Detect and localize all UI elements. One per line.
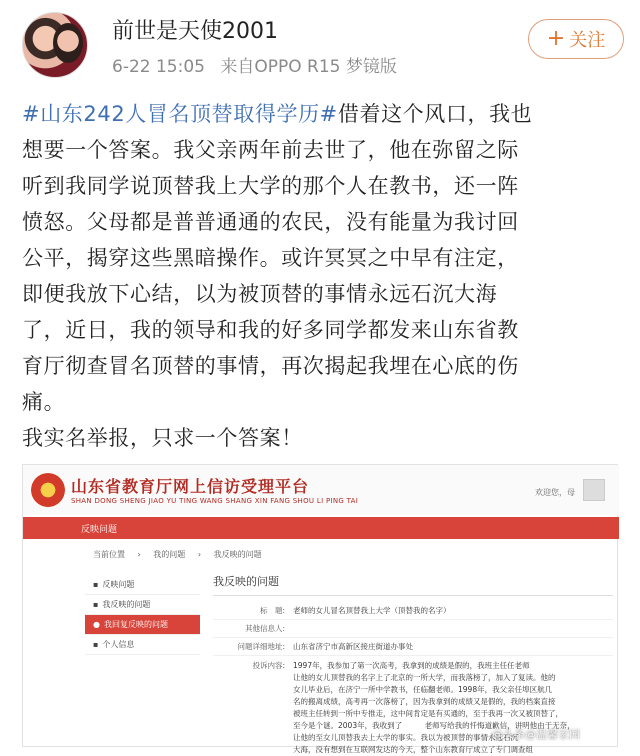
content-line: 名的搬离成绩，高考再一次落榜了，因为我拿到的成绩又是假的，我的档案直接 xyxy=(293,697,556,706)
post-line: 听到我同学说顶替我上大学的那个人在教书，还一阵 xyxy=(22,174,519,198)
sidebar-item-label: 个人信息 xyxy=(102,640,135,649)
post-line: 公平，揭穿这些黑暗操作。或许冥冥之中早有注定， xyxy=(22,246,519,270)
post-header xyxy=(0,0,640,88)
field-label: 标 题: xyxy=(259,606,285,615)
site-sidebar xyxy=(85,575,200,655)
post-line: 愤怒。父母都是普普通通的农民，没有能量为我讨回 xyxy=(22,210,519,234)
nav-report-problem: 反映问题 xyxy=(81,525,118,535)
content-line: 大海，没有想到在互联网发达的今天，整个山东教育厅成立了专门调查组 xyxy=(293,745,533,754)
user-icon: ▪ xyxy=(93,640,99,649)
breadcrumb-item: 我的问题 xyxy=(153,550,186,559)
field-label: 其他信息人: xyxy=(244,624,285,633)
field-label: 问题详细地址: xyxy=(237,642,285,651)
form-row-location xyxy=(213,638,613,656)
sidebar-item-replies xyxy=(85,615,200,635)
post-text xyxy=(22,96,622,456)
field-label: 投诉内容: xyxy=(252,661,285,670)
sidebar-item-my-problems xyxy=(85,595,200,615)
post-line: 了，近日，我的领导和我的好多同学都发来山东省教 xyxy=(22,318,519,342)
content-line: 至今是个谜。2003年，我收到了 老师写给我的忏悔道歉信，讲明他由于无奈， xyxy=(293,721,575,730)
site-title: 山东省教育厅网上信访受理平台 xyxy=(71,477,310,496)
content-line: 被班主任转到一所中专推走，这中间肯定是有买通的，至于我再一次又被顶替了， xyxy=(293,709,563,718)
sidebar-item-label: 我回复反映的问题 xyxy=(103,620,168,629)
follow-label: 关注 xyxy=(569,30,606,51)
site-header xyxy=(23,465,619,515)
breadcrumb-sep: › xyxy=(137,550,141,559)
hashtag-link[interactable]: #山东242人冒名顶替取得学历# xyxy=(22,102,338,126)
content-line: 1997年，我参加了第一次高考，我拿到的成绩是假的，我班主任任老师 xyxy=(293,661,530,670)
national-emblem-icon xyxy=(31,473,65,507)
site-nav-bar xyxy=(23,517,619,539)
user-avatar xyxy=(583,479,605,501)
post-line: 即便我放下心结，以为被顶替的事情永远石沉大海 xyxy=(22,282,498,306)
content-line: 让他的至女儿顶替我去上大学的事实。我以为被顶替的事情永远石沉 xyxy=(293,733,518,742)
username[interactable]: 前世是天使2001 xyxy=(112,19,278,44)
avatar[interactable] xyxy=(22,12,88,78)
breadcrumb-item: 我反映的问题 xyxy=(213,550,262,559)
breadcrumb-sep: › xyxy=(197,550,202,559)
embedded-screenshot[interactable] xyxy=(22,464,618,754)
field-value: 山东省济宁市高新区接庄街道办事处 xyxy=(293,642,413,651)
list-icon: ▪ xyxy=(93,600,99,609)
post-source: 来自OPPO R15 梦镜版 xyxy=(220,57,397,77)
post-line: 我实名举报，只求一个答案！ xyxy=(22,426,303,450)
content-line: 让他的女儿顶替我的名字上了北京的一所大学，而我落榜了，加入了复读。他的 xyxy=(293,673,556,682)
panel-title: 我反映的问题 xyxy=(213,573,613,596)
post-line: 育厅彻查冒名顶替的事情，再次揭起我埋在心底的伤 xyxy=(22,354,519,378)
sidebar-item-profile xyxy=(85,635,200,655)
sidebar-item-label: 反映问题 xyxy=(102,580,135,589)
reply-icon: ● xyxy=(93,620,100,629)
plus-icon: + xyxy=(546,26,566,51)
field-value: 老师的女儿冒名顶替我上大学（顶替我的名字） xyxy=(293,606,451,615)
welcome-text: 欢迎您，母 xyxy=(535,488,575,497)
post-line-0 xyxy=(22,96,622,132)
form-row-title xyxy=(213,602,613,620)
content-line: 女儿毕业后，在济宁一所中学教书，任临翻老师。1998年，我父亲任埠区航几 xyxy=(293,685,553,694)
sidebar-item-report xyxy=(85,575,200,595)
home-icon: ▪ xyxy=(93,580,99,589)
sidebar-item-label: 我反映的问题 xyxy=(102,600,151,609)
post-meta xyxy=(112,52,407,77)
watermark: @头条@温馨家园 xyxy=(492,728,580,741)
follow-button[interactable] xyxy=(528,19,624,59)
form-row-other xyxy=(213,620,613,638)
breadcrumb-label: 当前位置 xyxy=(93,550,125,559)
post-line-text: 借着这个风口，我也 xyxy=(337,102,533,126)
post-time: 6-22 15:05 xyxy=(112,57,205,77)
post-line: 想要一个答案。我父亲两年前去世了，他在弥留之际 xyxy=(22,138,519,162)
site-pinyin: SHAN DONG SHENG JIAO YU TING WANG SHANG XIN FANG SHOU LI PING TAI xyxy=(71,497,359,505)
breadcrumb xyxy=(93,549,272,560)
post-line: 痛。 xyxy=(22,390,66,414)
